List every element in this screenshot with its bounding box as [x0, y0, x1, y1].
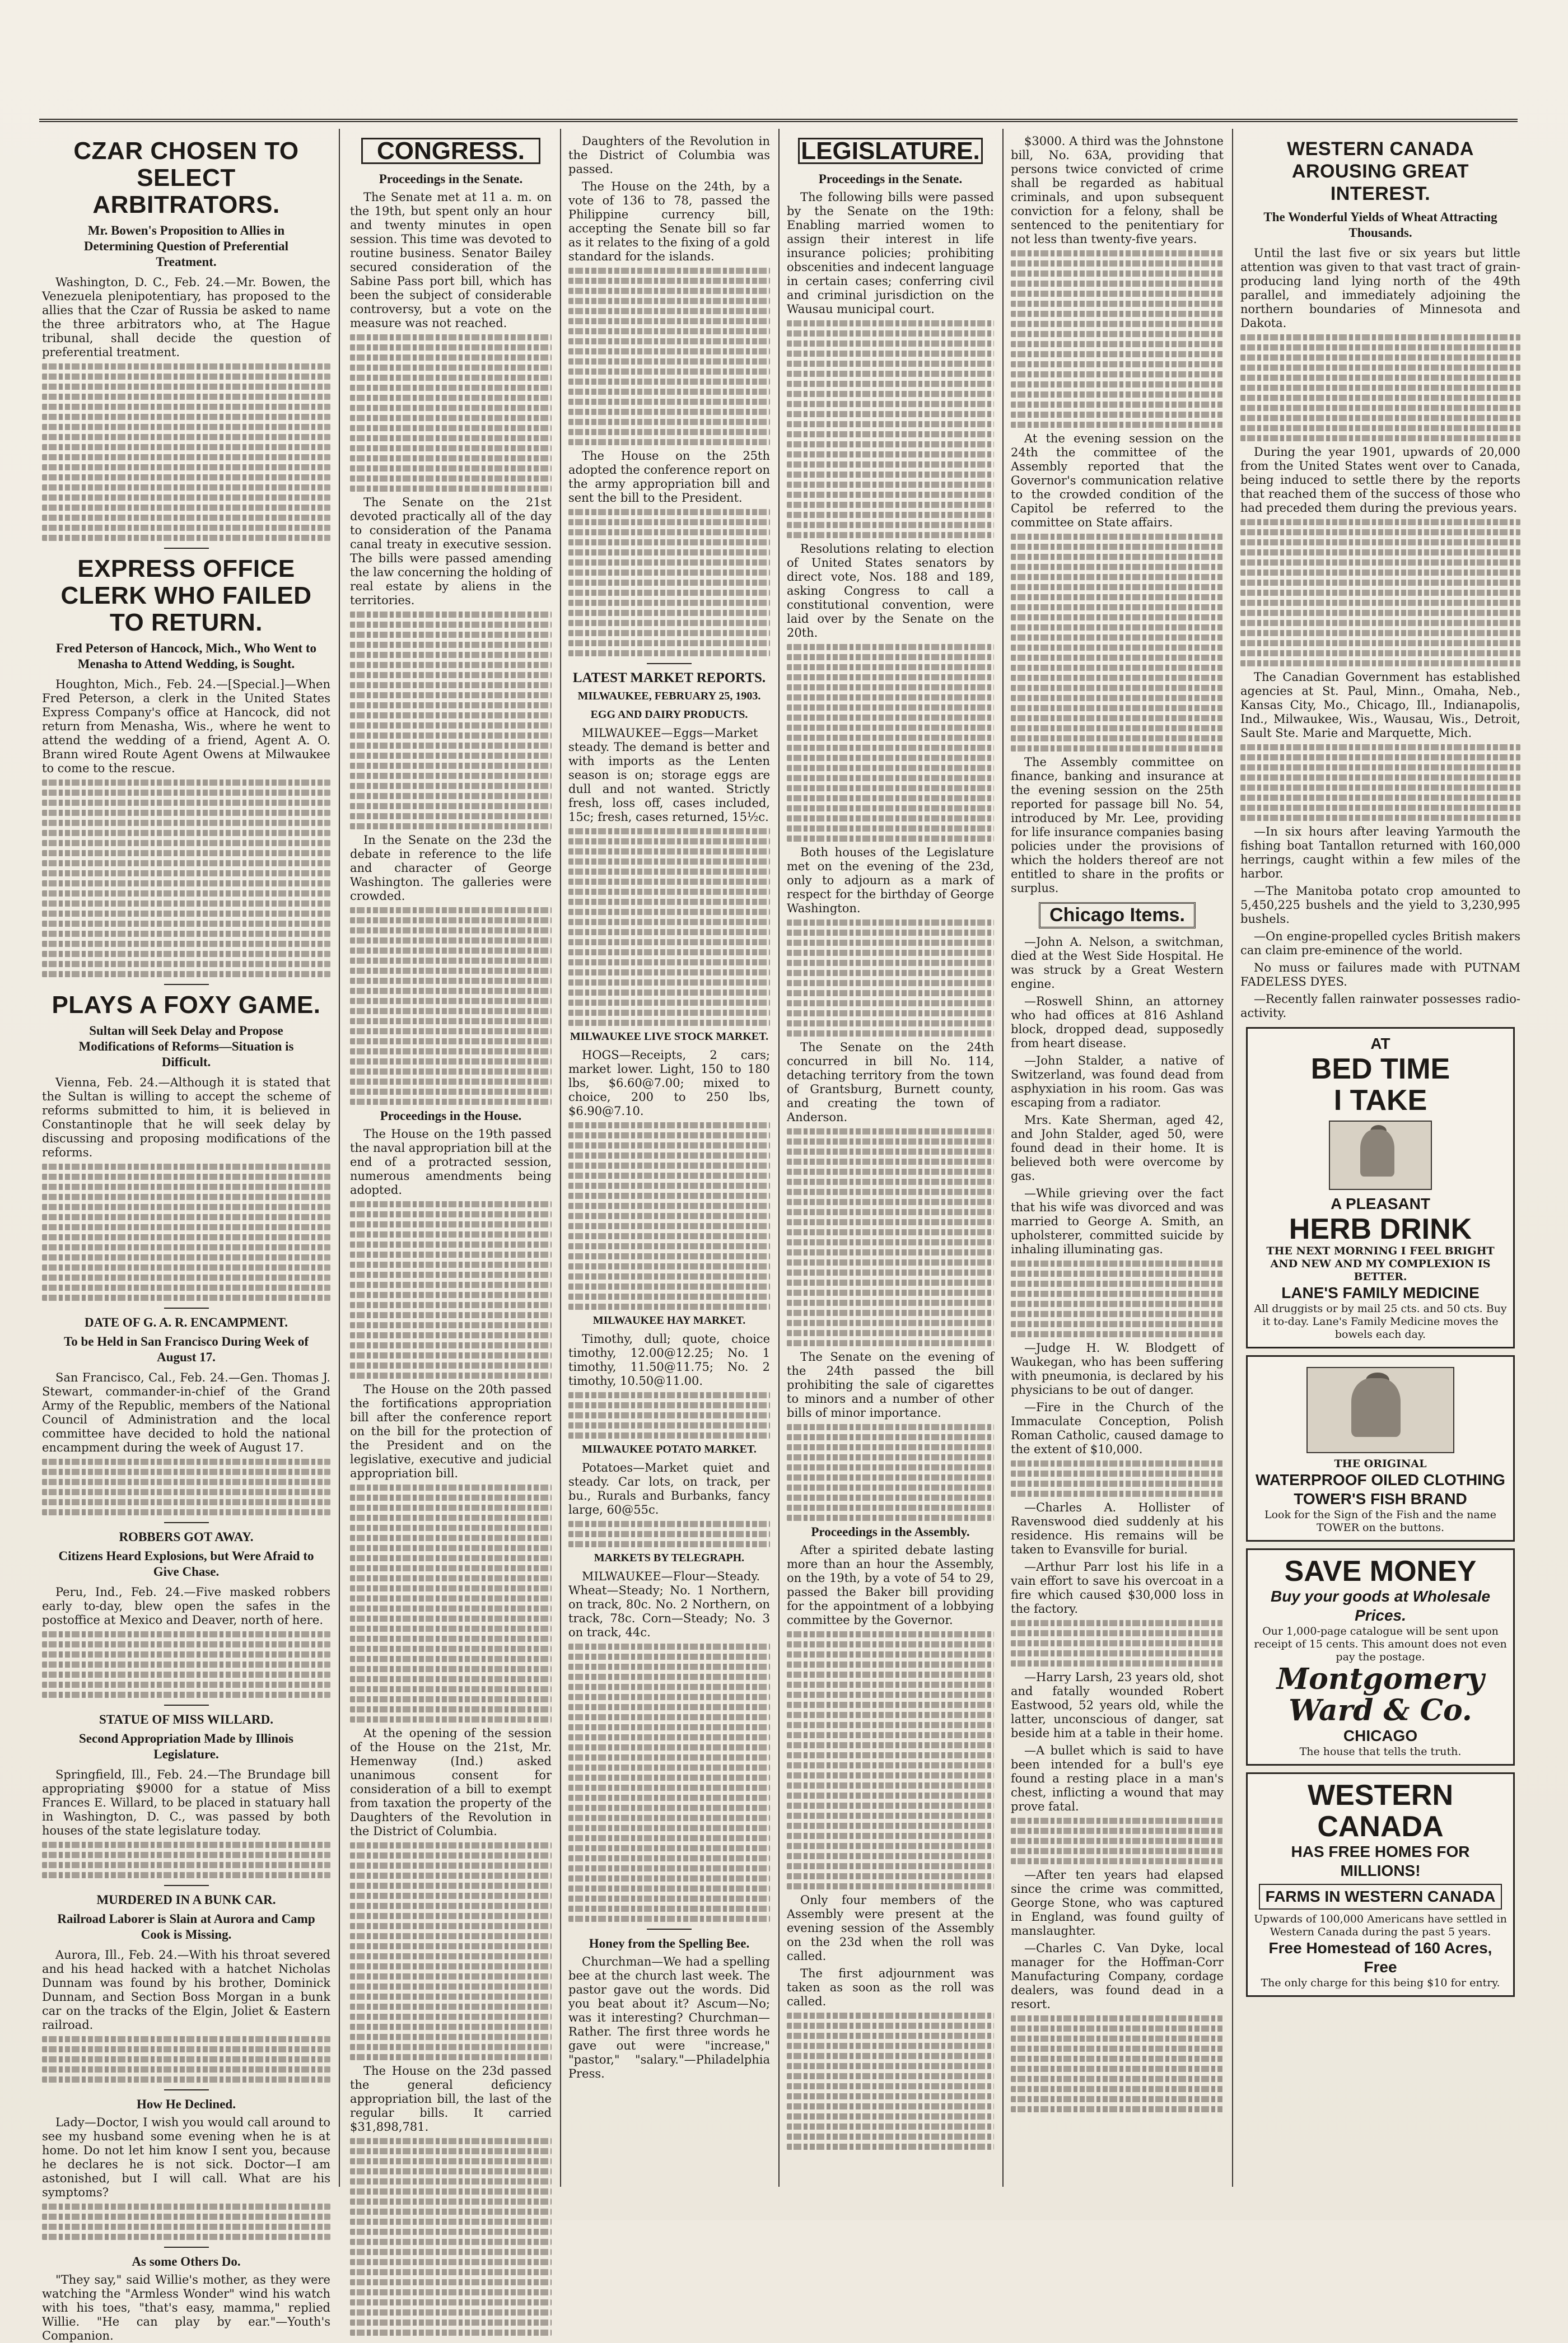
- subsection-heading: Proceedings in the House.: [380, 1109, 522, 1123]
- article-text-lines: [1240, 519, 1520, 666]
- market-subheading: MILWAUKEE HAY MARKET.: [592, 1314, 746, 1327]
- ad-line: BED TIME: [1310, 1053, 1450, 1085]
- article-headline: MURDERED IN A BUNK CAR.: [96, 1893, 276, 1907]
- ad-line: HERB DRINK: [1289, 1213, 1472, 1245]
- subsection-heading: Proceedings in the Senate.: [379, 172, 523, 186]
- article-body: At the opening of the session of the House on the 21st, Mr. Hemenway (Ind.) asked unanimous consent for consideration of a bill to exempt from taxation the property of the Daughters of the Revolution in the District of Columbia.: [350, 1726, 552, 1838]
- article-text-lines: [42, 1842, 330, 1878]
- article-text-lines: [350, 2138, 552, 2336]
- fisherman-illustration-icon: [1306, 1367, 1454, 1453]
- article-deck: Railroad Laborer is Slain at Aurora and Camp Cook is Missing.: [57, 1912, 315, 1941]
- article-text-lines: [1011, 2015, 1224, 2112]
- article-text-lines: [350, 1485, 552, 1723]
- ad-line: WATERPROOF OILED CLOTHING: [1256, 1471, 1505, 1488]
- chicago-item: —Charles C. Van Dyke, local manager for the Hoffman-Corr Manufacturing Company, cordage dealers, was found dead in a resort.: [1011, 1941, 1224, 2011]
- ad-title: SAVE MONEY: [1284, 1555, 1477, 1588]
- article-text-lines: [568, 1644, 770, 1922]
- article-headline: DATE OF G. A. R. ENCAMPMENT.: [84, 1315, 288, 1329]
- ad-subtitle: Buy your goods at Wholesale Prices.: [1270, 1588, 1491, 1624]
- ad-city: CHICAGO: [1343, 1727, 1418, 1744]
- column-4: [787, 134, 994, 2187]
- chicago-item: —Charles A. Hollister of Ravenswood died suddenly at his residence. His remains will be taken to Evansville for burial.: [1011, 1501, 1224, 1556]
- ad-caption: THE NEXT MORNING I FEEL BRIGHT AND NEW AND MY COMPLEXION IS BETTER.: [1266, 1245, 1495, 1283]
- divider: [164, 548, 209, 549]
- article-text-lines: [42, 1164, 330, 1301]
- article-text-lines: [350, 334, 552, 492]
- article-body: The House on the 20th passed the fortifications appropriation bill after the conference report on the bill for the protection of the President and on the legislative, executive and judicial appropriation bill.: [350, 1383, 552, 1480]
- article-text-lines: [350, 907, 552, 1105]
- article-body: Daughters of the Revolution in the District of Columbia was passed.: [568, 134, 770, 176]
- chicago-item: —John Stalder, a native of Switzerland, was found dead from asphyxiation in his room. Gas was escaping from a radiator.: [1011, 1054, 1224, 1109]
- article-text-lines: [1011, 1261, 1224, 1337]
- market-body: HOGS—Receipts, 2 cars; market lower. Light, 150 to 180 lbs, $6.60@7.00; mixed to choice, 200 to 250 lbs, $6.90@7.10.: [568, 1048, 770, 1118]
- article-body: The Senate on the 24th concurred in bill No. 114, detaching territory from the town of Grantsburg, Burnett county, and creating the town of Anderson.: [787, 1040, 994, 1124]
- ad-subtitle: HAS FREE HOMES FOR MILLIONS!: [1291, 1843, 1470, 1879]
- chicago-item: —Roswell Shinn, an attorney who had offices at 816 Ashland block, dropped dead, supposedly from heart disease.: [1011, 995, 1224, 1050]
- top-rule: [39, 119, 1518, 122]
- ad-text: Look for the Sign of the Fish and the name TOWER on the buttons.: [1264, 1509, 1497, 1534]
- ad-fine-print: The only charge for this being $10 for entry.: [1261, 1977, 1500, 1989]
- article-text-lines: [787, 1631, 994, 1889]
- article-deck: Second Appropriation Made by Illinois Legislature.: [79, 1731, 293, 1761]
- ad-line: A PLEASANT: [1331, 1195, 1430, 1212]
- brief-item: —Recently fallen rainwater possesses radio-activity.: [1240, 992, 1520, 1020]
- article-headline: As some Others Do.: [132, 2255, 241, 2269]
- article-body: The Canadian Government has established agencies at St. Paul, Minn., Omaha, Neb., Kansas City, Mo., Chicago, Ill., Indianapolis, Ind., Milwaukee, Wis., Wausau, Wis., Detroit, Sault Ste. Marie and Marquette, Mich.: [1240, 670, 1520, 740]
- section-heading: CONGRESS.: [361, 138, 540, 164]
- divider: [164, 1705, 209, 1706]
- column-6: [1240, 134, 1520, 2187]
- brief-item: —On engine-propelled cycles British makers can claim pre-eminence of the world.: [1240, 930, 1520, 957]
- article-body: Washington, D. C., Feb. 24.—Mr. Bowen, the Venezuela plenipotentiary, has proposed to the allies that the Czar of Russia be asked to name the three arbitrators who, at The Hague tribunal, shall decide the question of preferential treatment.: [42, 276, 330, 359]
- article-deck: To be Held in San Francisco During Week of August 17.: [63, 1334, 309, 1364]
- article-body: At the evening session on the 24th the committee of the Assembly reported that the Governor's communication relative to the crowded condition of the Capitol be referred to the committee on State affairs.: [1011, 432, 1224, 529]
- column-rule: [560, 129, 561, 2187]
- article-text-lines: [787, 1128, 994, 1346]
- ad-line: THE ORIGINAL: [1334, 1458, 1427, 1470]
- article-text-lines: [1240, 744, 1520, 821]
- article-body: The following bills were passed by the Senate on the 19th: Enabling married women to assign their interest in life insurance policies; prohibiting obscenities and indecent language in certain cases; conferring civil and criminal jurisdiction on the Wausau municipal court.: [787, 190, 994, 316]
- ad-footer: Free Homestead of 160 Acres, Free: [1268, 1939, 1492, 1976]
- ad-badge: FARMS IN WESTERN CANADA: [1259, 1884, 1502, 1910]
- article-body: In the Senate on the 23d the debate in reference to the life and character of George Washington. The galleries were crowded.: [350, 833, 552, 903]
- divider: [647, 1929, 692, 1930]
- ad-title: WESTERN CANADA: [1308, 1779, 1453, 1843]
- ad-line: AT: [1370, 1035, 1390, 1052]
- subsection-heading: Proceedings in the Senate.: [818, 172, 963, 186]
- article-body: Both houses of the Legislature met on the evening of the 23d, only to adjourn as a mark of respect for the birthday of George Washington.: [787, 846, 994, 915]
- article-text-lines: [42, 1631, 330, 1698]
- column-rule: [1232, 129, 1233, 2187]
- article-text-lines: [1011, 1818, 1224, 1864]
- article-deck: Mr. Bowen's Proposition to Allies in Determining Question of Preferential Treatment.: [83, 223, 289, 269]
- fish-brand-advertisement: [1246, 1355, 1515, 1542]
- article-headline: STATUE OF MISS WILLARD.: [99, 1712, 273, 1726]
- article-body: The House on the 23d passed the general deficiency appropriation bill, the last of the regular bills. It carried $31,898,781.: [350, 2064, 552, 2134]
- article-body: Peru, Ind., Feb. 24.—Five masked robbers early to-day, blew open the safes in the postoffice at Mexico and Deaver, north of here.: [42, 1585, 330, 1627]
- market-subheading: MILWAUKEE POTATO MARKET.: [582, 1443, 757, 1455]
- article-headline: WESTERN CANADA AROUSING GREAT INTEREST.: [1287, 138, 1474, 204]
- article-text-lines: [1240, 334, 1520, 441]
- article-text-lines: [787, 2013, 994, 2150]
- article-text-lines: [1011, 1460, 1224, 1497]
- chicago-item: —After ten years had elapsed since the crime was committed, George Stone, who was captured in England, was found guilty of manslaughter.: [1011, 1868, 1224, 1938]
- column-rule: [1002, 129, 1004, 2187]
- article-text-lines: [787, 920, 994, 1037]
- chicago-item: —Harry Larsh, 23 years old, shot and fatally wounded Robert Eastwood, 52 years old, while the latter, unconscious of danger, sat beside him at a table in their home.: [1011, 1670, 1224, 1740]
- market-subheading: MILWAUKEE LIVE STOCK MARKET.: [570, 1030, 769, 1043]
- section-heading: LEGISLATURE.: [798, 138, 983, 164]
- column-rule: [778, 129, 780, 2187]
- article-text-lines: [568, 268, 770, 445]
- column-5: [1011, 134, 1224, 2187]
- article-deck: The Wonderful Yields of Wheat Attracting Thousands.: [1263, 210, 1497, 240]
- column-1: [42, 134, 330, 2342]
- article-text-lines: [1011, 1620, 1224, 1667]
- brief-item: No muss or failures made with PUTNAM FADELESS DYES.: [1240, 961, 1520, 988]
- article-body: Lady—Doctor, I wish you would call around to see my husband some evening when he is at home. Do not let him know I sent you, because he declares he is not sick. Doctor—I am astonished, but I will call. What are his symptoms?: [42, 2116, 330, 2199]
- market-subheading: EGG AND DAIRY PRODUCTS.: [590, 708, 748, 721]
- chicago-item: Mrs. Kate Sherman, aged 42, and John Stalder, aged 50, were found dead in their home. It is believed both were overcome by gas.: [1011, 1113, 1224, 1183]
- article-body: The Assembly committee on finance, banking and insurance at the evening session on the 25th reported for passage bill No. 54, introduced by Mr. Lee, providing for life insurance companies basing policies under the provisions of which the holders thereof are not entitled to share in the profits or surplus.: [1011, 755, 1224, 895]
- ad-product-name: LANE'S FAMILY MEDICINE: [1281, 1284, 1480, 1301]
- article-text-lines: [350, 612, 552, 829]
- article-text-lines: [568, 1122, 770, 1310]
- divider: [164, 1885, 209, 1886]
- chicago-item: —A bullet which is said to have been intended for a bull's eye found a resting place in a man's chest, inflicting a wound that may prove fatal.: [1011, 1744, 1224, 1813]
- article-body: The Senate met at 11 a. m. on the 19th, but spent only an hour and twenty minutes in open session. This time was devoted to routine business. Senator Bailey secured consideration of the Sabine Pass port bill, which has been the subject of considerable controversy, but a vote on the measure was not reached.: [350, 190, 552, 330]
- article-headline: EXPRESS OFFICE CLERK WHO FAILED TO RETURN.: [60, 555, 312, 636]
- article-body: Resolutions relating to election of United States senators by direct vote, Nos. 188 and 189, asking Congress to call a constitutional convention, were laid over by the Senate on the 20th.: [787, 542, 994, 640]
- market-date: MILWAUKEE, FEBRUARY 25, 1903.: [577, 690, 761, 702]
- market-body: Potatoes—Market quiet and steady. Car lots, on track, per bu., Rurals and Burbanks, fancy large, 60@55c.: [568, 1461, 770, 1516]
- ad-line: I TAKE: [1333, 1084, 1427, 1117]
- article-body: The first adjournment was taken as soon as the roll was called.: [787, 1967, 994, 2008]
- article-body: The House on the 19th passed the naval appropriation bill at the end of a protracted session, numerous amendments being adopted.: [350, 1127, 552, 1197]
- article-body: Springfield, Ill., Feb. 24.—The Brundage bill appropriating $9000 for a statue of Miss Frances E. Willard, to be placed in statuary hall in Washington, D. C., was passed by both houses of the state legislature today.: [42, 1768, 330, 1837]
- article-text-lines: [42, 780, 330, 977]
- article-headline: CZAR CHOSEN TO SELECT ARBITRATORS.: [73, 137, 299, 218]
- article-text-lines: [568, 1521, 770, 1547]
- article-text-lines: [42, 2204, 330, 2240]
- article-deck: Citizens Heard Explosions, but Were Afraid to Give Chase.: [58, 1549, 314, 1579]
- article-text-lines: [568, 1392, 770, 1439]
- article-body: During the year 1901, upwards of 20,000 from the United States went over to Canada, being induced to settle there by the reports that reached them of the success of those who had preceded them during the previous years.: [1240, 445, 1520, 515]
- subsection-heading: Proceedings in the Assembly.: [811, 1525, 970, 1539]
- article-deck: Sultan will Seek Delay and Propose Modifications of Reforms—Situation is Difficult.: [78, 1024, 294, 1069]
- article-body: San Francisco, Cal., Feb. 24.—Gen. Thomas J. Stewart, commander-in-chief of the Grand Army of the Republic, members of the National Council of Administration and the local committee have decided to hold the national encampment during the week of August 17.: [42, 1371, 330, 1454]
- chicago-item: —While grieving over the fact that his wife was divorced and was married to George A. Smith, an upholsterer, committed suicide by inhaling illuminating gas.: [1011, 1187, 1224, 1256]
- ad-text: Upwards of 100,000 Americans have settled in Western Canada during the past 5 years.: [1254, 1913, 1507, 1938]
- ad-text: Our 1,000-page catalogue will be sent upon receipt of 15 cents. This amount does not even pay the postage.: [1254, 1625, 1507, 1663]
- article-body: $3000. A third was the Johnstone bill, No. 63A, providing that persons twice convicted of crime shall be regarded as habitual criminals, and upon subsequent conviction for a felony, shall be sentenced to the penitentiary for not less than twenty-five years.: [1011, 134, 1224, 246]
- article-body: The House on the 25th adopted the conference report on the army appropriation bill and sent the bill to the President.: [568, 449, 770, 505]
- article-text-lines: [42, 1459, 330, 1515]
- brief-item: —The Manitoba potato crop amounted to 5,450,225 bushels and the yield to 3,230,995 bushels.: [1240, 884, 1520, 926]
- divider: [647, 663, 692, 664]
- market-headline: LATEST MARKET REPORTS.: [572, 670, 766, 685]
- market-body: MILWAUKEE—Eggs—Market steady. The demand is better and with imports as the Lenten season is on; storage eggs are dull and not wanted. Strictly fresh, loss off, cases included, 15c; fresh, cases returned, 15½c.: [568, 726, 770, 824]
- article-text-lines: [42, 363, 330, 541]
- woman-illustration-icon: [1329, 1121, 1432, 1190]
- article-body: Churchman—We had a spelling bee at the church last week. The pastor gave out the words. Did you beat about it? Ascum—No; was it interesting? Churchman—Rather. The first three words he gave out were "increase," "pastor," "salary."—Philadelphia Press.: [568, 1955, 770, 2080]
- article-deck: Fred Peterson of Hancock, Mich., Who Went to Menasha to Attend Wedding, is Sought.: [55, 641, 317, 671]
- article-text-lines: [568, 828, 770, 1026]
- article-text-lines: [787, 644, 994, 842]
- divider: [164, 1522, 209, 1523]
- article-text-lines: [1011, 250, 1224, 428]
- chicago-item: —Judge H. W. Blodgett of Waukegan, who has been suffering with pneumonia, is declared by his physicians to be out of danger.: [1011, 1341, 1224, 1397]
- article-body: Aurora, Ill., Feb. 24.—With his throat severed and his head hacked with a hatchet Nicholas Dunnam was found by his brother, Dominick Dunnam, and Section Boss Morgan in a bunk car on the tracks of the Elgin, Joliet & Eastern railroad.: [42, 1948, 330, 2032]
- article-text-lines: [350, 1842, 552, 2060]
- article-headline: Honey from the Spelling Bee.: [589, 1936, 750, 1950]
- divider: [164, 984, 209, 985]
- article-body: Vienna, Feb. 24.—Although it is stated that the Sultan is willing to accept the scheme of reforms submitted to him, it is believed in Constantinople that he will seek delay by discussing and proposing modifications of the reforms.: [42, 1076, 330, 1159]
- article-headline: ROBBERS GOT AWAY.: [119, 1530, 254, 1544]
- ad-line: TOWER'S FISH BRAND: [1294, 1490, 1467, 1507]
- market-body: Timothy, dull; quote, choice timothy, 12.00@12.25; No. 1 timothy, 11.50@11.75; No. 2 timothy, 10.50@11.00.: [568, 1332, 770, 1388]
- divider: [164, 2247, 209, 2248]
- column-3: [568, 134, 770, 2187]
- article-text-lines: [787, 320, 994, 538]
- article-body: "They say," said Willie's mother, as they were watching the "Armless Wonder" wind his watch with his toes, "that's easy, mamma," replied Willie. "He can play by ear."—Youth's Companion.: [42, 2273, 330, 2342]
- column-rule: [339, 129, 340, 2187]
- market-body: MILWAUKEE—Flour—Steady. Wheat—Steady; No. 1 Northern, on track, 80c. No. 2 Northern, on track, 78c. Corn—Steady; No. 3 on track, 44c.: [568, 1570, 770, 1639]
- divider: [164, 1308, 209, 1309]
- article-text-lines: [350, 1201, 552, 1379]
- article-text-lines: [42, 2036, 330, 2083]
- article-body: After a spirited debate lasting more than an hour the Assembly, on the 19th, by a vote of 54 to 29, passed the Baker bill providing for the appointment of a lobbying committee by the Governor.: [787, 1543, 994, 1627]
- ad-tagline: The house that tells the truth.: [1299, 1745, 1462, 1758]
- chicago-item: —Fire in the Church of the Immaculate Conception, Polish Roman Catholic, caused damage to the extent of $10,000.: [1011, 1401, 1224, 1456]
- ad-text: All druggists or by mail 25 cts. and 50 cts. Buy it to-day. Lane's Family Medicine moves the bowels each day.: [1254, 1303, 1507, 1341]
- article-body: Until the last five or six years but little attention was given to that vast tract of grain-producing land lying north of the 49th parallel, and immediately adjoining the northern boundaries of Minnesota and Dakota.: [1240, 246, 1520, 330]
- article-text-lines: [568, 509, 770, 656]
- column-2: [350, 134, 552, 2187]
- article-headline: PLAYS A FOXY GAME.: [52, 991, 321, 1019]
- article-body: The House on the 24th, by a vote of 136 to 78, passed the Philippine currency bill, accepting the Senate bill so far as it relates to the fixing of a gold standard for the islands.: [568, 180, 770, 263]
- chicago-items-heading: Chicago Items.: [1039, 902, 1196, 928]
- montgomery-ward-advertisement: [1246, 1548, 1515, 1766]
- article-body: Only four members of the Assembly were present at the evening session of the Assembly on the 23d when the roll was called.: [787, 1893, 994, 1963]
- western-canada-advertisement: [1246, 1772, 1515, 1997]
- market-subheading: MARKETS BY TELEGRAPH.: [594, 1552, 745, 1564]
- herb-drink-advertisement: [1246, 1027, 1515, 1348]
- chicago-item: —John A. Nelson, a switchman, died at the West Side Hospital. He was struck by a Great Western engine.: [1011, 935, 1224, 991]
- brief-item: —In six hours after leaving Yarmouth the fishing boat Tantallon returned with 160,000 herrings, caught within a few miles of the harbor.: [1240, 825, 1520, 880]
- article-text-lines: [1011, 534, 1224, 752]
- chicago-item: —Arthur Parr lost his life in a vain effort to save his overcoat in a fire which caused $30,000 loss in the factory.: [1011, 1560, 1224, 1616]
- article-body: Houghton, Mich., Feb. 24.—[Special.]—When Fred Peterson, a clerk in the United States Express Company's office at Hancock, did not return from Menasha, Wis., where he went to attend the wedding of a friend, Agent A. O. Brann wired Route Agent Owens at Milwaukee to come to the rescue.: [42, 678, 330, 775]
- divider: [164, 2089, 209, 2090]
- ad-brand: Montgomery Ward & Co.: [1276, 1662, 1485, 1728]
- article-text-lines: [787, 1424, 994, 1521]
- article-body: The Senate on the evening of the 24th passed the bill prohibiting the sale of cigarettes to minors and a number of other bills of minor importance.: [787, 1350, 994, 1420]
- article-headline: How He Declined.: [137, 2097, 236, 2111]
- article-body: The Senate on the 21st devoted practically all of the day to consideration of the Panama canal treaty in executive session. The bills were passed amending the law concerning the holding of real estate by aliens in the territories.: [350, 496, 552, 607]
